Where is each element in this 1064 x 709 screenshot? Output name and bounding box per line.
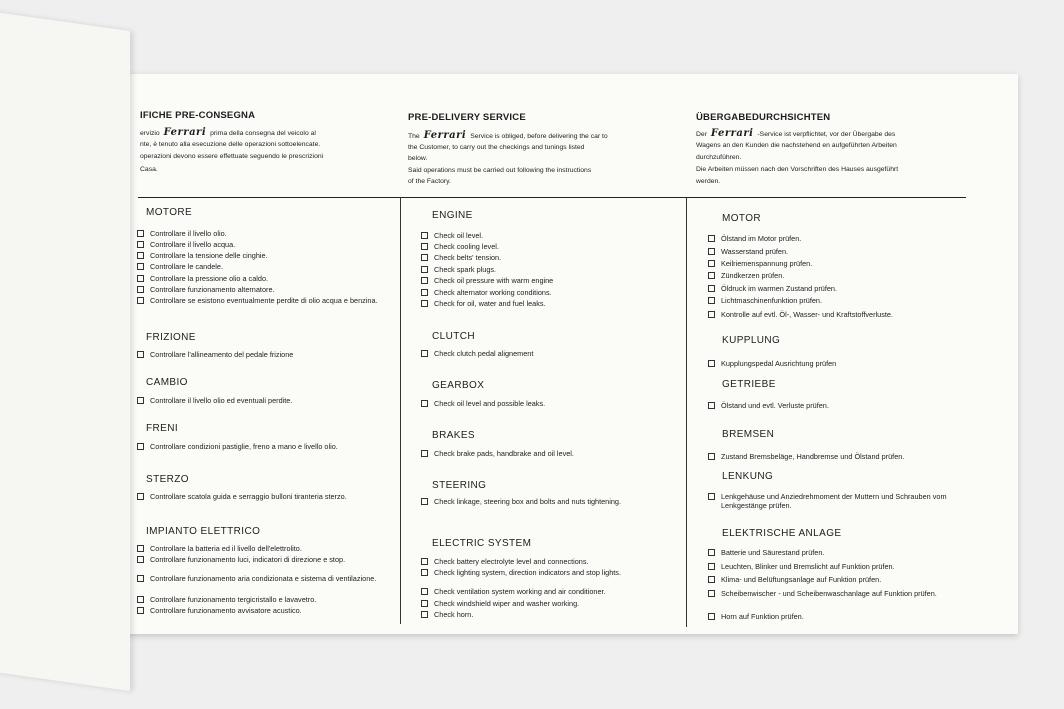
- english-checklist-item: [434, 276, 674, 285]
- checklist-item-text: Wasserstand prüfen.: [721, 247, 789, 256]
- english-intro-line: [408, 165, 680, 176]
- checkbox-icon: [137, 443, 144, 450]
- checklist-item-text: Zustand Bremsbeläge, Handbremse und Ölstand prüfen.: [721, 452, 905, 461]
- column-divider-2: [686, 197, 687, 627]
- checkbox-icon: [421, 600, 428, 607]
- german-intro-line: [696, 152, 946, 163]
- german-checklist-item: [721, 359, 961, 368]
- checklist-item-text: Zündkerzen prüfen.: [721, 271, 785, 280]
- checkbox-icon: [421, 254, 428, 261]
- checkbox-icon: [137, 575, 144, 582]
- checkbox-icon: [708, 563, 715, 570]
- english-checklist-item: [434, 568, 674, 577]
- checkbox-icon: [708, 613, 715, 620]
- checkbox-icon: [137, 252, 144, 259]
- checkbox-icon: [421, 277, 428, 284]
- english-intro-line: [408, 153, 680, 164]
- english-heading: PRE-DELIVERY SERVICE: [408, 112, 526, 123]
- italian-checklist-item: [150, 274, 390, 283]
- checklist-item-text: Ölstand im Motor prüfen.: [721, 234, 802, 243]
- german-checklist-item: [721, 247, 961, 256]
- italian-section-title: IMPIANTO ELETTRICO: [146, 526, 261, 537]
- italian-section-title: CAMBIO: [146, 377, 188, 388]
- checkbox-icon: [708, 360, 715, 367]
- german-section-title: KUPPLUNG: [722, 335, 781, 346]
- german-checklist-item: [721, 234, 961, 243]
- german-checklist-item: [721, 284, 961, 293]
- checklist-item-text: Controllare funzionamento luci, indicatori di direzione e stop.: [150, 555, 346, 564]
- checklist-item-text: Check linkage, steering box and bolts and nuts tightening.: [434, 497, 622, 506]
- german-checklist-item: [721, 452, 961, 461]
- checkbox-icon: [137, 596, 144, 603]
- checkbox-icon: [421, 611, 428, 618]
- ferrari-logo: Ferrari: [419, 130, 471, 141]
- italian-intro-line: [140, 127, 392, 139]
- checkbox-icon: [708, 272, 715, 279]
- intro-text: Der: [696, 131, 707, 138]
- checklist-item-text: Klima- und Belüftungsanlage auf Funktion prüfen.: [721, 575, 882, 584]
- german-checklist-item: [721, 589, 961, 598]
- english-checklist-item: [434, 497, 674, 506]
- checkbox-icon: [421, 558, 428, 565]
- german-intro-line: [696, 164, 946, 175]
- english-checklist-item: [434, 288, 674, 297]
- intro-text: operazioni devono essere effettuate seguendo le prescrizioni: [140, 153, 324, 161]
- checkbox-icon: [421, 232, 428, 239]
- checklist-item-text: Check oil pressure with warm engine: [434, 276, 554, 285]
- checklist-item-text: Controllare il livello acqua.: [150, 240, 236, 249]
- german-heading: ÜBERGABEDURCHSICHTEN: [696, 112, 831, 123]
- checkbox-icon: [137, 241, 144, 248]
- german-section-title: BREMSEN: [722, 429, 775, 440]
- checkbox-icon: [137, 556, 144, 563]
- italian-checklist-item: [150, 606, 390, 615]
- italian-checklist-item: [150, 240, 390, 249]
- checkbox-icon: [137, 286, 144, 293]
- header-divider: [138, 197, 966, 198]
- english-checklist-item: [434, 242, 674, 251]
- italian-checklist-item: [150, 296, 390, 305]
- checkbox-icon: [708, 235, 715, 242]
- intro-text: Service is obliged, before delivering the car to: [470, 133, 608, 140]
- checkbox-icon: [421, 300, 428, 307]
- checklist-item-text: Controllare l'allineamento del pedale frizione: [150, 350, 294, 359]
- italian-checklist-item: [150, 251, 390, 260]
- italian-section-title: MOTORE: [146, 207, 193, 218]
- checklist-item-text: Controllare condizioni pastiglie, freno a mano e livello olio.: [150, 442, 338, 451]
- checklist-item-text: Check belts' tension.: [434, 253, 502, 262]
- english-checklist-item: [434, 599, 674, 608]
- german-checklist-item: [721, 296, 961, 305]
- intro-text: below.: [408, 155, 428, 163]
- english-checklist-item: [434, 587, 674, 596]
- german-checklist-item: [721, 401, 961, 410]
- checklist-item-text: Controllare la batteria ed il livello dell'elettrolito.: [150, 544, 302, 553]
- intro-text: Wagens an den Kunden die nachstehend en aufgeführten Arbeiten: [696, 142, 897, 149]
- ferrari-logo: Ferrari: [159, 127, 211, 138]
- intro-text: the Customer, to carry out the checkings and tunings listed: [408, 143, 585, 151]
- checklist-item-text: Controllare funzionamento alternatore.: [150, 285, 275, 294]
- italian-checklist-item: [150, 574, 390, 583]
- checkbox-icon: [708, 402, 715, 409]
- checklist-item-text: Controllare il livello olio ed eventuali perdite.: [150, 396, 293, 405]
- checkbox-icon: [421, 569, 428, 576]
- checklist-item-text: Check oil level and possible leaks.: [434, 399, 546, 408]
- checkbox-icon: [708, 311, 715, 318]
- italian-checklist-item: [150, 285, 390, 294]
- intro-text: prima della consegna del veicolo al: [210, 130, 316, 137]
- english-section-title: ELECTRIC SYSTEM: [432, 538, 532, 549]
- english-checklist-item: [434, 349, 674, 358]
- english-checklist-item: [434, 399, 674, 408]
- german-checklist-item: [721, 612, 961, 621]
- checklist-item-text: Check battery electrolyte level and connections.: [434, 557, 589, 566]
- checklist-item-text: Check spark plugs.: [434, 265, 497, 274]
- german-section-title: GETRIEBE: [722, 379, 776, 390]
- checklist-item-text: Horn auf Funktion prüfen.: [721, 612, 804, 621]
- english-checklist-item: [434, 610, 674, 619]
- german-section-title: MOTOR: [722, 213, 762, 224]
- italian-section-title: FRIZIONE: [146, 332, 196, 343]
- checklist-item-text: Controllare funzionamento avvisatore acustico.: [150, 606, 302, 615]
- intro-text: werden.: [696, 178, 721, 185]
- intro-text: The: [408, 133, 420, 140]
- checkbox-icon: [137, 493, 144, 500]
- checkbox-icon: [421, 289, 428, 296]
- checklist-item-text: Lichtmaschinenfunktion prüfen.: [721, 296, 823, 305]
- checkbox-icon: [708, 248, 715, 255]
- german-section-title: ELEKTRISCHE ANLAGE: [722, 528, 842, 539]
- english-intro-line: [408, 130, 680, 142]
- german-intro-line: [696, 140, 946, 151]
- checkbox-icon: [421, 450, 428, 457]
- checklist-item-text: Öldruck im warmen Zustand prüfen.: [721, 284, 837, 293]
- italian-checklist-item: [150, 350, 390, 359]
- intro-text: ervizio: [140, 130, 160, 137]
- checklist-item-text: Check lighting system, direction indicators and stop lights.: [434, 568, 621, 577]
- column-divider-1: [400, 197, 401, 624]
- checkbox-icon: [421, 266, 428, 273]
- italian-checklist-item: [150, 555, 390, 564]
- checklist-item-text: Controllare la pressione olio a caldo.: [150, 274, 269, 283]
- italian-checklist-item: [150, 544, 390, 553]
- checkbox-icon: [137, 230, 144, 237]
- checkbox-icon: [708, 590, 715, 597]
- checkbox-icon: [137, 397, 144, 404]
- german-checklist-item: [721, 259, 961, 268]
- english-section-title: GEARBOX: [432, 380, 485, 391]
- english-section-title: ENGINE: [432, 210, 473, 221]
- german-checklist-item: [721, 492, 961, 511]
- checkbox-icon: [137, 607, 144, 614]
- italian-checklist-item: [150, 229, 390, 238]
- checklist-item-text: Kupplungspedal Ausrichtung prüfen: [721, 359, 837, 368]
- intro-text: Said operations must be carried out following the instructions: [408, 166, 592, 174]
- german-checklist-item: [721, 548, 961, 557]
- checklist-item-text: Check horn.: [434, 610, 474, 619]
- checkbox-icon: [708, 297, 715, 304]
- german-checklist-item: [721, 575, 961, 584]
- german-checklist-item: [721, 562, 961, 571]
- checkbox-icon: [421, 400, 428, 407]
- checklist-item-text: Check windshield wiper and washer working.: [434, 599, 580, 608]
- checklist-item-text: Check brake pads, handbrake and oil level.: [434, 449, 574, 458]
- checkbox-icon: [421, 498, 428, 505]
- ferrari-logo: Ferrari: [706, 128, 758, 139]
- checkbox-icon: [708, 285, 715, 292]
- intro-text: -Service ist verpflichtet, vor der Übergabe des: [757, 131, 896, 138]
- checklist-item-text: Ölstand und evtl. Verluste prüfen.: [721, 401, 829, 410]
- english-section-title: BRAKES: [432, 430, 475, 441]
- checklist-item-text: Controllare funzionamento tergicristallo e lavavetro.: [150, 595, 317, 604]
- german-section-title: LENKUNG: [722, 471, 774, 482]
- checkbox-icon: [137, 275, 144, 282]
- italian-checklist-item: [150, 492, 390, 501]
- checklist-item-text: Check cooling level.: [434, 242, 499, 251]
- checklist-item-text: Controllare scatola guida e serraggio bulloni tiranteria sterzo.: [150, 492, 347, 501]
- checkbox-icon: [708, 549, 715, 556]
- checklist-item-text: Check oil level.: [434, 231, 484, 240]
- english-section-title: STEERING: [432, 480, 487, 491]
- german-checklist-item: [721, 310, 961, 319]
- checklist-item-text: Check for oil, water and fuel leaks.: [434, 299, 546, 308]
- checklist-item-text: Scheibenwischer - und Scheibenwaschanlage auf Funktion prüfen.: [721, 589, 937, 598]
- checkbox-icon: [708, 493, 715, 500]
- checklist-item-text: Batterie und Säurestand prüfen.: [721, 548, 825, 557]
- checkbox-icon: [708, 453, 715, 460]
- checklist-item-text: Check clutch pedal alignement: [434, 349, 534, 358]
- intro-text: durchzuführen.: [696, 154, 742, 161]
- checkbox-icon: [137, 297, 144, 304]
- checklist-item-text: Controllare le candele.: [150, 262, 224, 271]
- english-intro-line: [408, 176, 680, 187]
- english-checklist-item: [434, 265, 674, 274]
- italian-intro-line: [140, 164, 392, 175]
- german-intro-line: [696, 128, 946, 140]
- checkbox-icon: [708, 260, 715, 267]
- checklist-item-text: Keilriemenspannung prüfen.: [721, 259, 813, 268]
- checkbox-icon: [421, 243, 428, 250]
- left-page-edge: [0, 10, 130, 691]
- italian-checklist-item: [150, 396, 390, 405]
- checklist-item-text: Leuchten, Blinker und Bremslicht auf Funktion prüfen.: [721, 562, 895, 571]
- checklist-item-text: Lenkgehäuse und Anziedrehmoment der Muttern und Schrauben vom Lenkgestänge prüfen.: [721, 492, 947, 511]
- italian-checklist-item: [150, 262, 390, 271]
- checkbox-icon: [421, 588, 428, 595]
- checkbox-icon: [137, 263, 144, 270]
- english-checklist-item: [434, 299, 674, 308]
- italian-section-title: STERZO: [146, 474, 189, 485]
- checklist-item-text: Check ventilation system working and air conditioner.: [434, 587, 606, 596]
- english-checklist-item: [434, 231, 674, 240]
- intro-text: of the Factory.: [408, 178, 451, 186]
- checklist-item-text: Controllare se esistono eventualmente perdite di olio acqua e benzina.: [150, 296, 378, 305]
- english-section-title: CLUTCH: [432, 331, 475, 342]
- english-checklist-item: [434, 449, 674, 458]
- checklist-item-text: Check alternator working conditions.: [434, 288, 552, 297]
- checkbox-icon: [421, 350, 428, 357]
- german-checklist-item: [721, 271, 961, 280]
- english-intro-line: [408, 142, 680, 153]
- checklist-item-text: Controllare il livello olio.: [150, 229, 227, 238]
- italian-intro-line: [140, 151, 392, 162]
- checklist-item-text: Controllare la tensione delle cinghie.: [150, 251, 268, 260]
- italian-checklist-item: [150, 442, 390, 451]
- intro-text: nte, è tenuto alla esecuzione delle operazioni sottoelencate.: [140, 141, 321, 149]
- italian-heading: IFICHE PRE-CONSEGNA: [140, 110, 256, 121]
- italian-intro-line: [140, 139, 392, 150]
- checkbox-icon: [708, 576, 715, 583]
- english-checklist-item: [434, 253, 674, 262]
- english-checklist-item: [434, 557, 674, 566]
- intro-text: Casa.: [140, 165, 158, 173]
- italian-checklist-item: [150, 595, 390, 604]
- checklist-item-text: Kontrolle auf evtl. Öl-, Wasser- und Kraftstoffverluste.: [721, 310, 893, 319]
- checklist-item-text: Controllare funzionamento aria condizionata e sistema di ventilazione.: [150, 574, 377, 583]
- italian-section-title: FRENI: [146, 423, 178, 434]
- checkbox-icon: [137, 545, 144, 552]
- checkbox-icon: [137, 351, 144, 358]
- intro-text: Die Arbeiten müssen nach den Vorschriften des Hauses ausgeführt: [696, 166, 899, 173]
- german-intro-line: [696, 176, 946, 187]
